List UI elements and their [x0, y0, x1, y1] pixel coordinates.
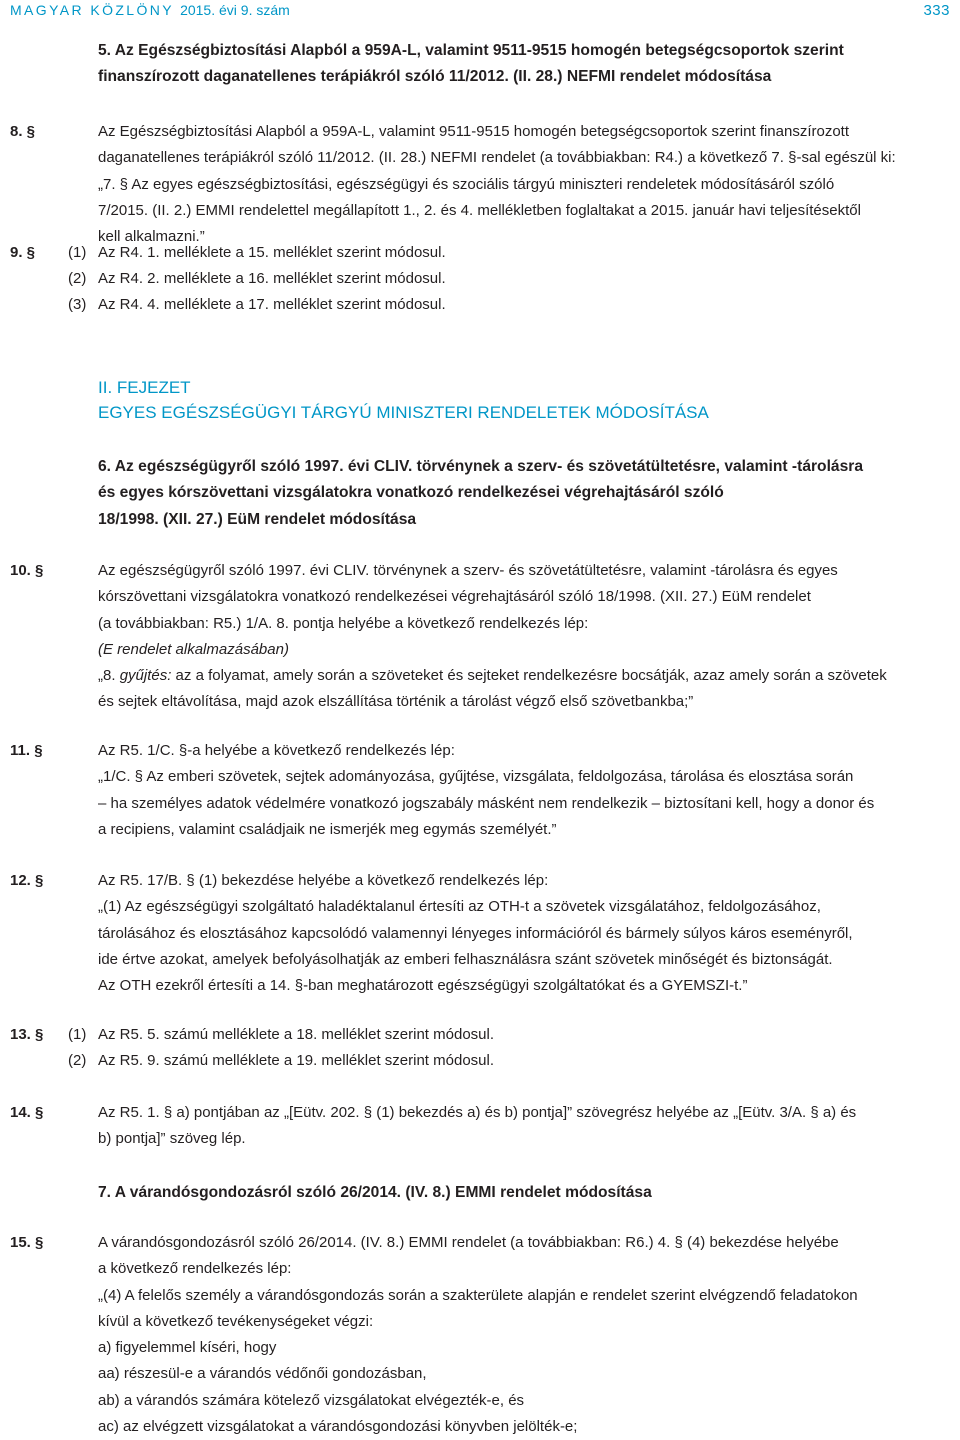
subsection-text: Az R4. 4. melléklete a 17. melléklet szerint módosul.	[98, 296, 446, 313]
text-line: „(4) A felelős személy a várandósgondozás során a szakterülete alapján e rendelet szerint elvégzendő feladatokon	[98, 1286, 858, 1304]
text-line: Az Egészségbiztosítási Alapból a 959A-L, valamint 9511-9515 homogén betegségcsoportok szerint finanszírozott	[98, 123, 850, 140]
text-line: Az egészségügyről szóló 1997. évi CLIV. törvénynek a szerv- és szövetátültetésre, valamint -tárolásra és egyes	[98, 562, 838, 579]
text-line: b) pontja]” szöveg lép.	[98, 1130, 246, 1148]
paragraph-10	[98, 558, 959, 716]
heading-line: finanszírozott daganatellenes terápiákról szóló 11/2012. (II. 28.) NEFMI rendelet módosítása	[98, 68, 772, 86]
subsection-text: Az R5. 9. számú melléklete a 19. melléklet szerint módosul.	[98, 1052, 494, 1069]
heading-line: és egyes kórszövettani vizsgálatokra vonatkozó rendelkezései végrehajtásáról szóló	[98, 484, 724, 502]
paragraph-number: 11. §	[10, 742, 43, 759]
subsection-number: (2)	[68, 270, 87, 287]
subsection-number: (1)	[68, 244, 87, 261]
chapter-number: II. FEJEZET	[98, 378, 191, 397]
paragraph-number: 14. §	[10, 1104, 44, 1121]
heading-line: 5. Az Egészségbiztosítási Alapból a 959A-L, valamint 9511-9515 homogén betegségcsoportok szerint	[98, 42, 844, 59]
paragraph-12	[98, 868, 959, 999]
page-number: 333	[923, 2, 950, 19]
text-line: 7/2015. (II. 2.) EMMI rendelettel megállapított 1., 2. és 4. mellékletben foglaltakat a 2015. január havi teljesítésektől	[98, 201, 861, 219]
text-line: „1/C. § Az emberi szövetek, sejtek adományozása, gyűjtése, vizsgálata, feldolgozása, tárolása és elosztása során	[98, 768, 854, 786]
text-line: A várandósgondozásról szóló 26/2014. (IV. 8.) EMMI rendelet (a továbbiakban: R6.) 4. § (4) bekezdése helyébe	[98, 1234, 839, 1251]
text-line: „(1) Az egészségügyi szolgáltató haladéktalanul értesíti az OTH-t a szövetek vizsgálatához, feldolgozásához,	[98, 898, 821, 916]
subsection-number: (2)	[68, 1052, 87, 1069]
text-line: Az OTH ezekről értesíti a 14. §-ban meghatározott egészségügyi szolgáltatókat és a GYEMSZI-t.”	[98, 977, 748, 995]
section-6-heading	[98, 454, 944, 533]
subsection-text: Az R5. 5. számú melléklete a 18. melléklet szerint módosul.	[98, 1026, 494, 1043]
quote-prefix: „8.	[98, 667, 120, 685]
text-line: a) figyelemmel kíséri, hogy	[98, 1339, 277, 1357]
text-line: a recipiens, valamint családjaik ne ismerjék meg egymás személyét.”	[98, 820, 557, 838]
running-header	[10, 2, 950, 24]
text-line: kívül a következő tevékenységeket végzi:	[98, 1312, 374, 1330]
issue-label: 2015. évi 9. szám	[180, 2, 290, 18]
text-line: daganatellenes terápiákról szóló 11/2012. (II. 28.) NEFMI rendelet (a továbbiakban: R4.) a következő 7. §-sal egészül ki:	[98, 149, 896, 167]
subsection-text: Az R4. 2. melléklete a 16. melléklet szerint módosul.	[98, 270, 446, 287]
subsection-number: (1)	[68, 1026, 87, 1043]
text-line: ac) az elvégzett vizsgálatokat a várandósgondozási könyvben jelölték-e;	[98, 1418, 578, 1436]
header-left	[10, 2, 290, 18]
text-line: Az R5. 1/C. §-a helyébe a következő rendelkezés lép:	[98, 742, 455, 759]
paragraph-number: 12. §	[10, 872, 44, 889]
text-line: Az R5. 1. § a) pontjában az „[Eütv. 202. § (1) bekezdés a) és b) pontja]” szövegrész helyébe az „[Eütv. 3/A. § a) és	[98, 1104, 857, 1121]
text-line: kórszövettani vizsgálatokra vonatkozó rendelkezései végrehajtásáról szóló 18/1998. (XII. 27.) EüM rendelet	[98, 588, 811, 606]
text-line: kell alkalmazni.”	[98, 228, 205, 246]
section-7-heading: 7. A várandósgondozásról szóló 26/2014. (IV. 8.) EMMI rendelet módosítása	[98, 1184, 652, 1201]
text-line: tárolásához és elosztásához kapcsolódó valamennyi lényeges információról és bármely súlyos káros eseményről,	[98, 924, 853, 942]
paragraph-number: 13. §	[10, 1026, 44, 1043]
paragraph-number: 10. §	[10, 562, 44, 579]
text-line: ide értve azokat, amelyek befolyásolhatják az emberi felhasználásra szánt szövetek minőségét és biztonságát.	[98, 950, 833, 968]
text-line: a következő rendelkezés lép:	[98, 1260, 292, 1278]
text-line: – ha személyes adatok védelmére vonatkozó jogszabály másként nem rendelkezik – biztosítani kell, hogy a donor és	[98, 794, 875, 812]
paragraph-11	[98, 738, 959, 843]
quote-rest: az a folyamat, amely során a szöveteket és sejteket rendelkezésre bocsátják, azaz amely során a szövetek	[171, 667, 887, 685]
section-5-heading	[98, 38, 944, 91]
paragraph-number: 9. §	[10, 244, 36, 261]
paragraph-number: 8. §	[10, 123, 36, 140]
text-line: (a továbbiakban: R5.) 1/A. 8. pontja helyébe a következő rendelkezés lép:	[98, 614, 589, 632]
paragraph-15	[98, 1230, 959, 1440]
heading-line: 18/1998. (XII. 27.) EüM rendelet módosítása	[98, 510, 417, 528]
paragraph-8	[98, 119, 959, 250]
paragraph-14	[98, 1100, 959, 1153]
text-line: aa) részesül-e a várandós védőnői gondozásban,	[98, 1365, 427, 1383]
text-line: ab) a várandós számára kötelező vizsgálatokat elvégezték-e, és	[98, 1391, 525, 1409]
subsection-text: Az R4. 1. melléklete a 15. melléklet szerint módosul.	[98, 244, 446, 261]
text-line: „7. § Az egyes egészségbiztosítási, egészségügyi és szociális tárgyú miniszteri rendeletek módosításáról szóló	[98, 175, 835, 193]
quote-line	[98, 663, 959, 689]
text-line: Az R5. 17/B. § (1) bekezdése helyébe a következő rendelkezés lép:	[98, 872, 549, 889]
chapter-title: EGYES EGÉSZSÉGÜGYI TÁRGYÚ MINISZTERI RENDELETEK MÓDOSÍTÁSA	[98, 403, 709, 422]
heading-line: 6. Az egészségügyről szóló 1997. évi CLIV. törvénynek a szerv- és szövetátültetésre, valamint -tárolásra	[98, 458, 863, 475]
paragraph-number: 15. §	[10, 1234, 44, 1251]
italic-line: (E rendelet alkalmazásában)	[98, 640, 289, 658]
text-line: és sejtek eltávolítása, majd azok elszállítása történik a tárolást végző első szövetbankba;”	[98, 693, 694, 711]
journal-name: MAGYAR KÖZLÖNY	[10, 2, 174, 18]
subsection-number: (3)	[68, 296, 87, 313]
defined-term: gyűjtés:	[119, 667, 172, 685]
